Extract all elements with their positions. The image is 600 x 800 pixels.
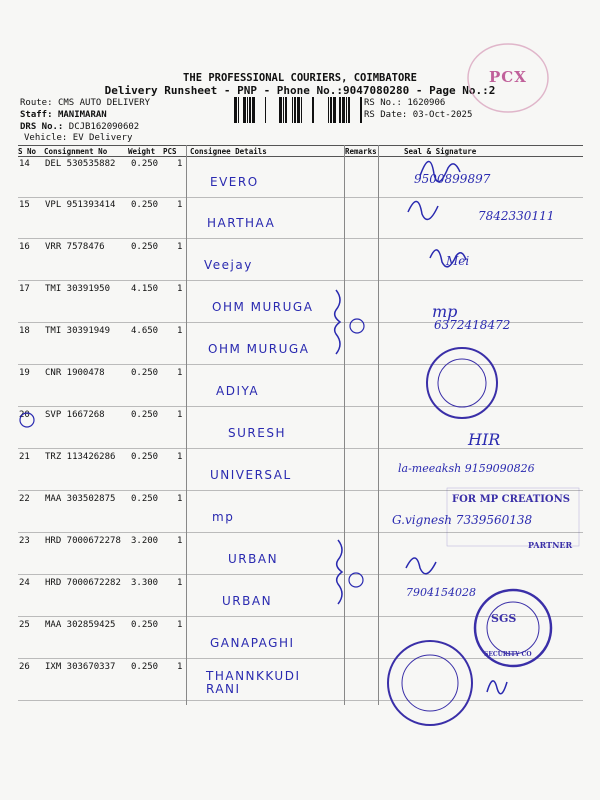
row-weight: 0.250: [131, 494, 159, 504]
row-consignment-no: TMI 30391950: [45, 284, 111, 294]
row-weight: 3.300: [131, 578, 159, 588]
row-consignee: EVERO: [210, 175, 259, 189]
row-pcs: 1: [177, 620, 183, 630]
row-consignee: THANNKKUDI RANI: [206, 669, 301, 696]
row-weight: 0.250: [131, 200, 159, 210]
drs-line: DRS No.: DCJB162090602: [20, 122, 140, 132]
col-seal: Seal & Signature: [404, 147, 477, 156]
row-weight: 0.250: [131, 620, 159, 630]
runsheet-title: Delivery Runsheet - PNP - Phone No.:9047080280 - Page No.:2: [104, 84, 496, 97]
row-consignment-no: CNR 1900478: [45, 368, 105, 378]
row-pcs: 1: [177, 326, 183, 336]
row-pcs: 1: [177, 410, 183, 420]
row-weight: 4.150: [131, 284, 159, 294]
row-consignee: UNIVERSAL: [210, 468, 292, 482]
row-weight: 3.200: [131, 536, 159, 546]
row-consignment-no: VRR 7578476: [45, 242, 105, 252]
pcx-stamp: PCX: [489, 68, 527, 86]
staff-value: MANIMARAN: [57, 110, 107, 120]
row-pcs: 1: [177, 662, 183, 672]
rs-no-value: 1620906: [407, 98, 446, 108]
row-consignee: URBAN: [222, 594, 273, 608]
row-pcs: 1: [177, 159, 183, 169]
vehicle-line: Vehicle: EV Delivery: [24, 133, 133, 143]
route-value: CMS AUTO DELIVERY: [57, 98, 151, 108]
row-pcs: 1: [177, 536, 183, 546]
col-sno: S No: [18, 147, 37, 156]
row-weight: 0.250: [131, 159, 159, 169]
company-title: THE PROFESSIONAL COURIERS, COIMBATORE: [183, 72, 417, 84]
route-line: Route: CMS AUTO DELIVERY: [20, 98, 151, 108]
mp-creations-stamp: FOR MP CREATIONS: [452, 494, 570, 505]
row-consignee: Veejay: [204, 258, 253, 272]
col-consignee: Consignee Details: [190, 147, 267, 156]
drs-value: DCJB162090602: [68, 122, 140, 132]
row-consignment-no: TMI 30391949: [45, 326, 111, 336]
row-sno: 25: [19, 620, 30, 630]
row-sno: 21: [19, 452, 30, 462]
col-consignment: Consignment No: [44, 147, 108, 156]
signature-row-18: 6372418472: [434, 318, 511, 332]
col-remarks: Remarks: [345, 147, 377, 156]
rs-no-line: RS No.: 1620906: [364, 98, 446, 108]
row-consignee: ADIYA: [216, 384, 260, 398]
staff-line: Staff: MANIMARAN: [20, 110, 107, 120]
row-weight: 0.250: [131, 368, 159, 378]
row-consignee: SURESH: [228, 426, 286, 440]
vehicle-value: EV Delivery: [72, 133, 133, 143]
row-sno: 23: [19, 536, 30, 546]
row-pcs: 1: [177, 200, 183, 210]
row-weight: 0.250: [131, 410, 159, 420]
row-sno: 26: [19, 662, 30, 672]
row-consignee: GANAPAGHI: [210, 636, 295, 650]
row-sno: 16: [19, 242, 30, 252]
rs-date-value: 03-Oct-2025: [412, 110, 473, 120]
row-weight: 0.250: [131, 452, 159, 462]
row-sno: 17: [19, 284, 30, 294]
row-sno: 24: [19, 578, 30, 588]
row-consignment-no: TRZ 113426286: [45, 452, 116, 462]
row-consignment-no: IXM 303670337: [45, 662, 116, 672]
row-pcs: 1: [177, 284, 183, 294]
row-consignment-no: MAA 303502875: [45, 494, 116, 504]
row-consignment-no: HRD 7000672282: [45, 578, 121, 588]
security-co-stamp: SECURITY CO: [484, 651, 532, 658]
row-consignment-no: DEL 530535882: [45, 159, 116, 169]
row-sno: 19: [19, 368, 30, 378]
row-pcs: 1: [177, 578, 183, 588]
signature-row-17: mp: [432, 302, 458, 321]
row-sno: 14: [19, 159, 30, 169]
row-pcs: 1: [177, 368, 183, 378]
row-sno: 15: [19, 200, 30, 210]
row-consignee: HARTHAA: [207, 216, 276, 230]
signature-row-14: 9500899897: [414, 172, 491, 186]
row-pcs: 1: [177, 494, 183, 504]
signature-row-24: 7904154028: [406, 586, 476, 599]
sgs-stamp: SGS: [491, 612, 517, 625]
row-consignee: OHM MURUGA: [212, 300, 314, 314]
col-weight: Weight: [128, 147, 156, 156]
row-consignee: mp: [212, 510, 235, 524]
row-consignment-no: MAA 302859425: [45, 620, 116, 630]
signature-row-16: Mei: [446, 254, 470, 268]
rs-date-line: RS Date: 03-Oct-2025: [364, 110, 473, 120]
row-weight: 4.650: [131, 326, 159, 336]
row-sno: 18: [19, 326, 30, 336]
signature-row-20: HIR: [468, 430, 501, 449]
row-consignment-no: VPL 951393414: [45, 200, 116, 210]
row-sno: 22: [19, 494, 30, 504]
row-consignment-no: SVP 1667268: [45, 410, 105, 420]
row-weight: 0.250: [131, 662, 159, 672]
row-pcs: 1: [177, 242, 183, 252]
col-pcs: PCS: [163, 147, 177, 156]
row-pcs: 1: [177, 452, 183, 462]
signature-row-21: la-meeaksh 9159090826: [398, 462, 535, 475]
row-consignment-no: HRD 7000672278: [45, 536, 121, 546]
row-consignee: OHM MURUGA: [208, 342, 310, 356]
partner-stamp: PARTNER: [528, 540, 573, 550]
row-weight: 0.250: [131, 242, 159, 252]
signature-row-15: 7842330111: [478, 209, 555, 223]
signature-row-22: G.vignesh 7339560138: [392, 513, 533, 527]
row-consignee: URBAN: [228, 552, 279, 566]
row-sno: 20: [19, 410, 30, 420]
